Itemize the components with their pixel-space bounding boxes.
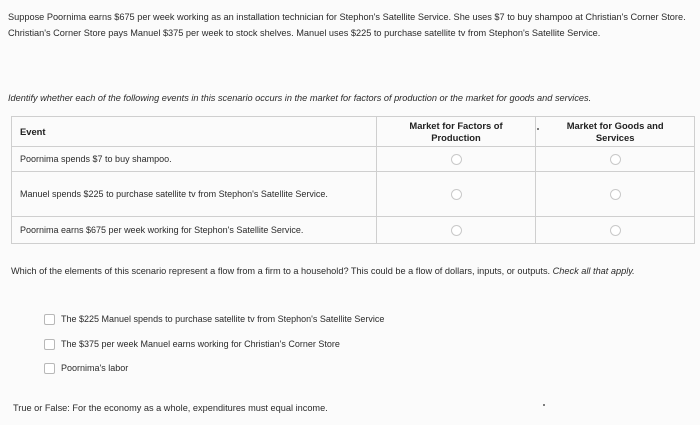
goods-cell xyxy=(536,217,695,244)
check-all-hint: Check all that apply. xyxy=(552,266,635,276)
event-cell: Poornima spends $7 to buy shampoo. xyxy=(12,147,377,172)
stray-dot xyxy=(537,128,539,130)
goods-cell xyxy=(536,172,695,217)
instruction-text: Identify whether each of the following events in this scenario occurs in the market for factors of production or the market for goods and services. xyxy=(8,93,592,103)
table-row xyxy=(12,172,695,217)
factors-cell xyxy=(376,217,536,244)
table-header-row xyxy=(12,117,695,147)
market-table xyxy=(11,116,695,244)
factors-cell xyxy=(376,172,536,217)
flow-question: Which of the elements of this scenario represent a flow from a firm to a household? This could be a flow of dollars, inputs, or outputs. Check all that apply. xyxy=(11,266,635,276)
table-row xyxy=(12,217,695,244)
option-checkbox[interactable] xyxy=(44,363,128,374)
header-factors-market: Market for Factors of Production xyxy=(376,117,536,147)
header-goods-market: Market for Goods and Services xyxy=(536,117,695,147)
option-label: The $225 Manuel spends to purchase satellite tv from Stephon's Satellite Service xyxy=(61,314,385,324)
goods-radio[interactable] xyxy=(610,225,621,236)
table-row xyxy=(12,147,695,172)
event-cell: Manuel spends $225 to purchase satellite tv from Stephon's Satellite Service. xyxy=(12,172,377,217)
option-label: Poornima's labor xyxy=(61,363,129,373)
checkbox[interactable] xyxy=(44,314,55,325)
scenario-text: Suppose Poornima earns $675 per week working as an installation technician for Stephon's Satellite Service. She uses $7 to buy shampoo at Christian's Corner Store. Christian's Corner Store pays Manuel $375 per week to stock shelves. Manuel uses $225 to purchase satellite tv from Stephon's Satellite Service. xyxy=(8,12,686,38)
goods-radio[interactable] xyxy=(610,189,621,200)
factors-radio[interactable] xyxy=(451,154,462,165)
factors-radio[interactable] xyxy=(451,189,462,200)
option-label: The $375 per week Manuel earns working for Christian's Corner Store xyxy=(61,339,340,349)
option-checkbox[interactable] xyxy=(44,314,384,325)
option-checkbox[interactable] xyxy=(44,339,340,350)
goods-cell xyxy=(536,147,695,172)
stray-dot xyxy=(543,404,545,406)
factors-cell xyxy=(376,147,536,172)
event-cell: Poornima earns $675 per week working for Stephon's Satellite Service. xyxy=(12,217,377,244)
header-event: Event xyxy=(12,117,377,147)
goods-radio[interactable] xyxy=(610,154,621,165)
checkbox[interactable] xyxy=(44,339,55,350)
factors-radio[interactable] xyxy=(451,225,462,236)
true-false-question: True or False: For the economy as a whole, expenditures must equal income. xyxy=(13,403,328,413)
checkbox[interactable] xyxy=(44,363,55,374)
